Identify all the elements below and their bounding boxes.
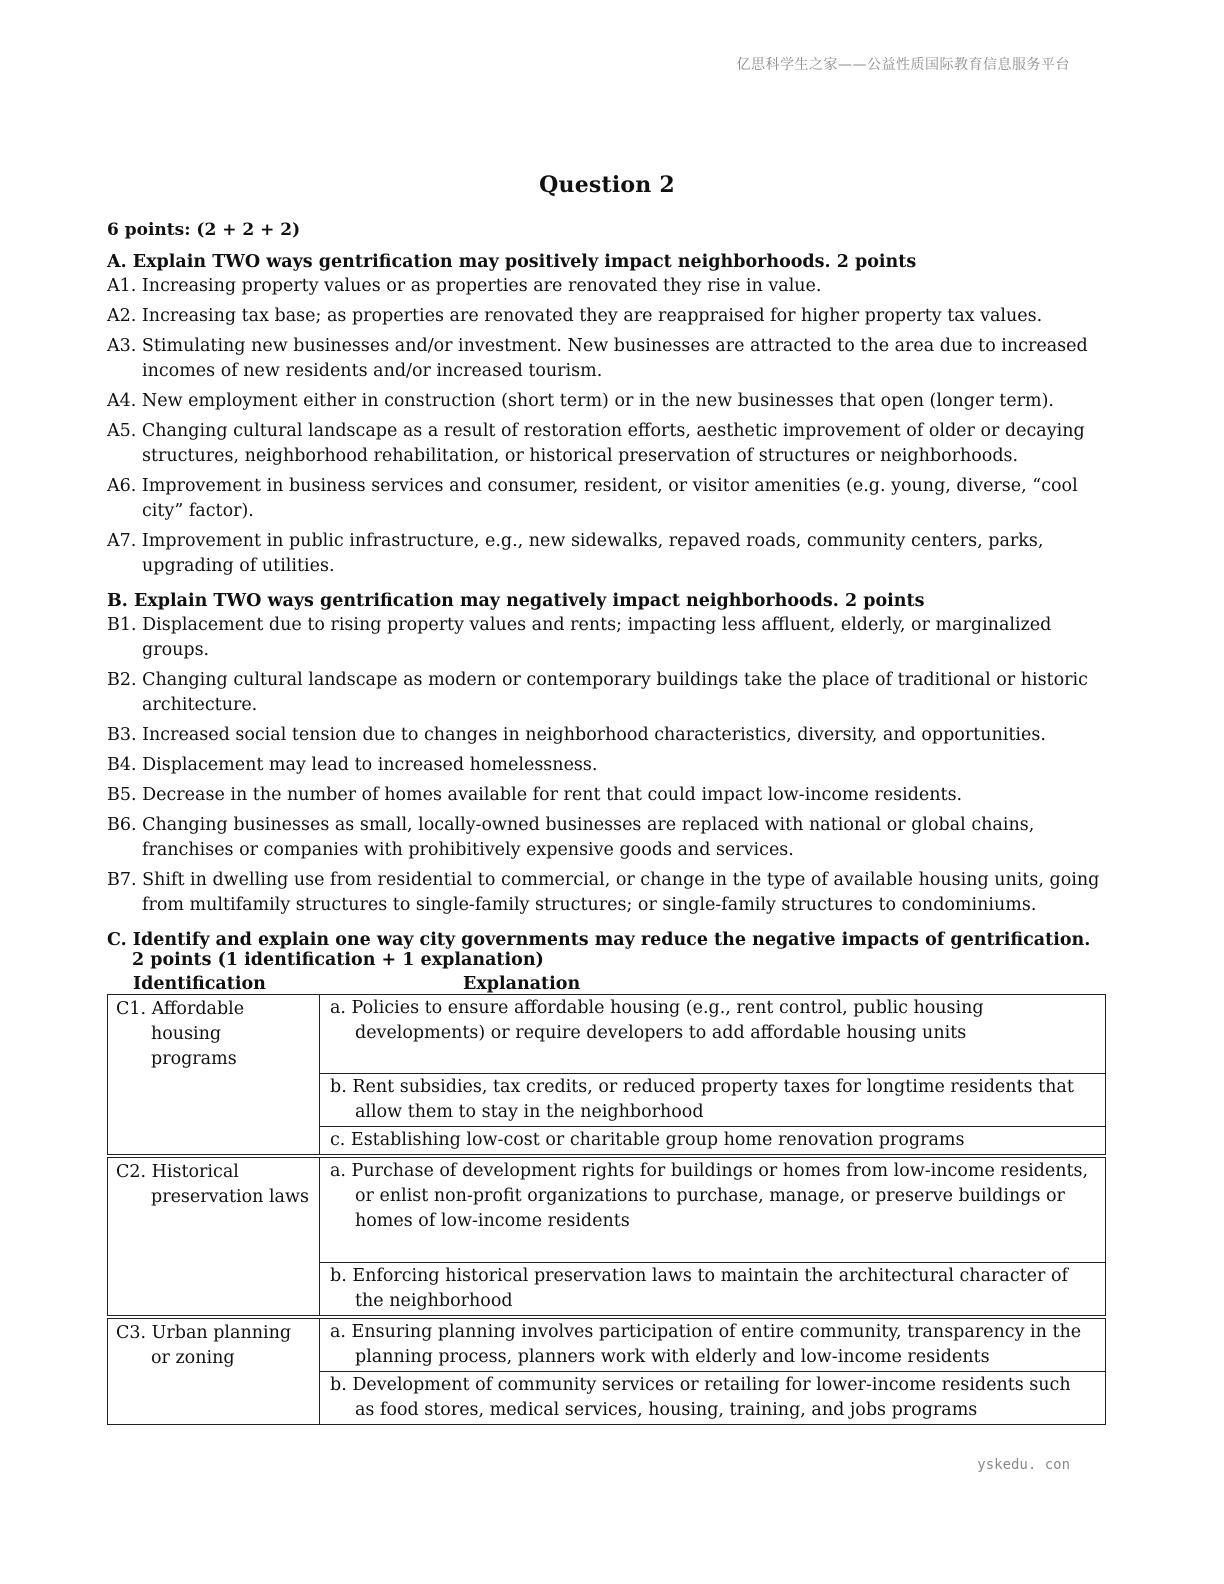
identification-cell [108,1317,320,1425]
table-row [108,1317,1106,1372]
explanation-cell [320,1263,1106,1318]
list-item: B1. Displacement due to rising property values and rents; impacting less affluent, elderly, or marginalized groups. [107,615,1052,660]
identification-cell [108,995,320,1157]
list-item: B2. Changing cultural landscape as modern or contemporary buildings take the place of traditional or historic architecture. [107,670,1088,715]
explanation-cell [320,995,1106,1074]
section-c-heading [107,930,1107,970]
explanation-cell [320,1074,1106,1127]
list-item: B4. Displacement may lead to increased homelessness. [107,755,598,775]
explanation-text: a. Purchase of development rights for buildings or homes from low-income residents, or enlist non-profit organizations to purchase, manage, or preserve buildings or homes of low-income residents [330,1161,1089,1231]
list-item: B6. Changing businesses as small, locally-owned businesses are replaced with national or global chains, franchises or companies with prohibitively expensive goods and services. [107,815,1035,860]
list-item: B5. Decrease in the number of homes available for rent that could impact low-income residents. [107,785,963,805]
points-summary: 6 points: (2 + 2 + 2) [107,220,301,240]
page-title: Question 2 [539,172,675,198]
explanation-cell [320,1156,1106,1263]
list-item: A1. Increasing property values or as properties are renovated they rise in value. [107,276,822,296]
column-header-identification: Identification [133,974,266,994]
section-a-heading: A. Explain TWO ways gentrification may positively impact neighborhoods. 2 points [107,252,917,272]
section-c-table [107,994,1106,1425]
explanation-text: a. Policies to ensure affordable housing (e.g., rent control, public housing developments) or require developers to add affordable housing units [330,998,984,1043]
list-item: A4. New employment either in construction (short term) or in the new businesses that open (longer term). [107,391,1054,411]
column-header-explanation: Explanation [463,974,581,994]
list-item: B3. Increased social tension due to changes in neighborhood characteristics, diversity, and opportunities. [107,725,1046,745]
explanation-text: b. Enforcing historical preservation laws to maintain the architectural character of the neighborhood [330,1266,1068,1311]
identification-cell [108,1156,320,1317]
explanation-cell [320,1372,1106,1425]
list-item: A3. Stimulating new businesses and/or investment. New businesses are attracted to the area due to increased incomes of new residents and/or increased tourism. [107,336,1088,381]
explanation-text: b. Rent subsidies, tax credits, or reduced property taxes for longtime residents that allow them to stay in the neighborhood [330,1077,1074,1122]
section-b-heading: B. Explain TWO ways gentrification may negatively impact neighborhoods. 2 points [107,591,925,611]
identification-label: C3. Urban planning or zoning [116,1323,292,1368]
explanation-cell [320,1127,1106,1157]
identification-label: C1. Affordable housing programs [116,999,245,1069]
explanation-cell [320,1317,1106,1372]
footer-watermark: yskedu. con [977,1457,1070,1473]
section-c-title: C. Identify and explain one way city governments may reduce the negative impacts of gentrification. [107,930,1091,950]
explanation-text: c. Establishing low-cost or charitable group home renovation programs [330,1130,965,1150]
identification-label: C2. Historical preservation laws [116,1162,309,1207]
table-row [108,995,1106,1074]
list-item: A2. Increasing tax base; as properties are renovated they are reappraised for higher property tax values. [107,306,1043,326]
list-item: A5. Changing cultural landscape as a result of restoration efforts, aesthetic improvement of older or decaying structures, neighborhood rehabilitation, or historical preservation of structures or neighborhoods. [107,421,1085,466]
question-content [107,172,1107,1425]
table-column-headers [107,974,1107,994]
list-item: A6. Improvement in business services and consumer, resident, or visitor amenities (e.g. young, diverse, “cool city” factor). [107,476,1078,521]
list-item: A7. Improvement in public infrastructure, e.g., new sidewalks, repaved roads, community centers, parks, upgrading of utilities. [107,531,1044,576]
header-watermark: 亿思科学生之家——公益性质国际教育信息服务平台 [736,57,1070,73]
explanation-text: b. Development of community services or retailing for lower-income residents such as food stores, medical services, housing, training, and jobs programs [330,1375,1071,1420]
section-c-subheading: 2 points (1 identification + 1 explanation) [132,950,544,970]
table-row [108,1156,1106,1263]
section-b-list [107,613,1107,918]
explanation-text: a. Ensuring planning involves participation of entire community, transparency in the planning process, planners work with elderly and low-income residents [330,1322,1082,1367]
list-item: B7. Shift in dwelling use from residential to commercial, or change in the type of available housing units, going from multifamily structures to single-family structures; or single-family structures to condominiums. [107,870,1100,915]
section-a-list [107,274,1107,579]
